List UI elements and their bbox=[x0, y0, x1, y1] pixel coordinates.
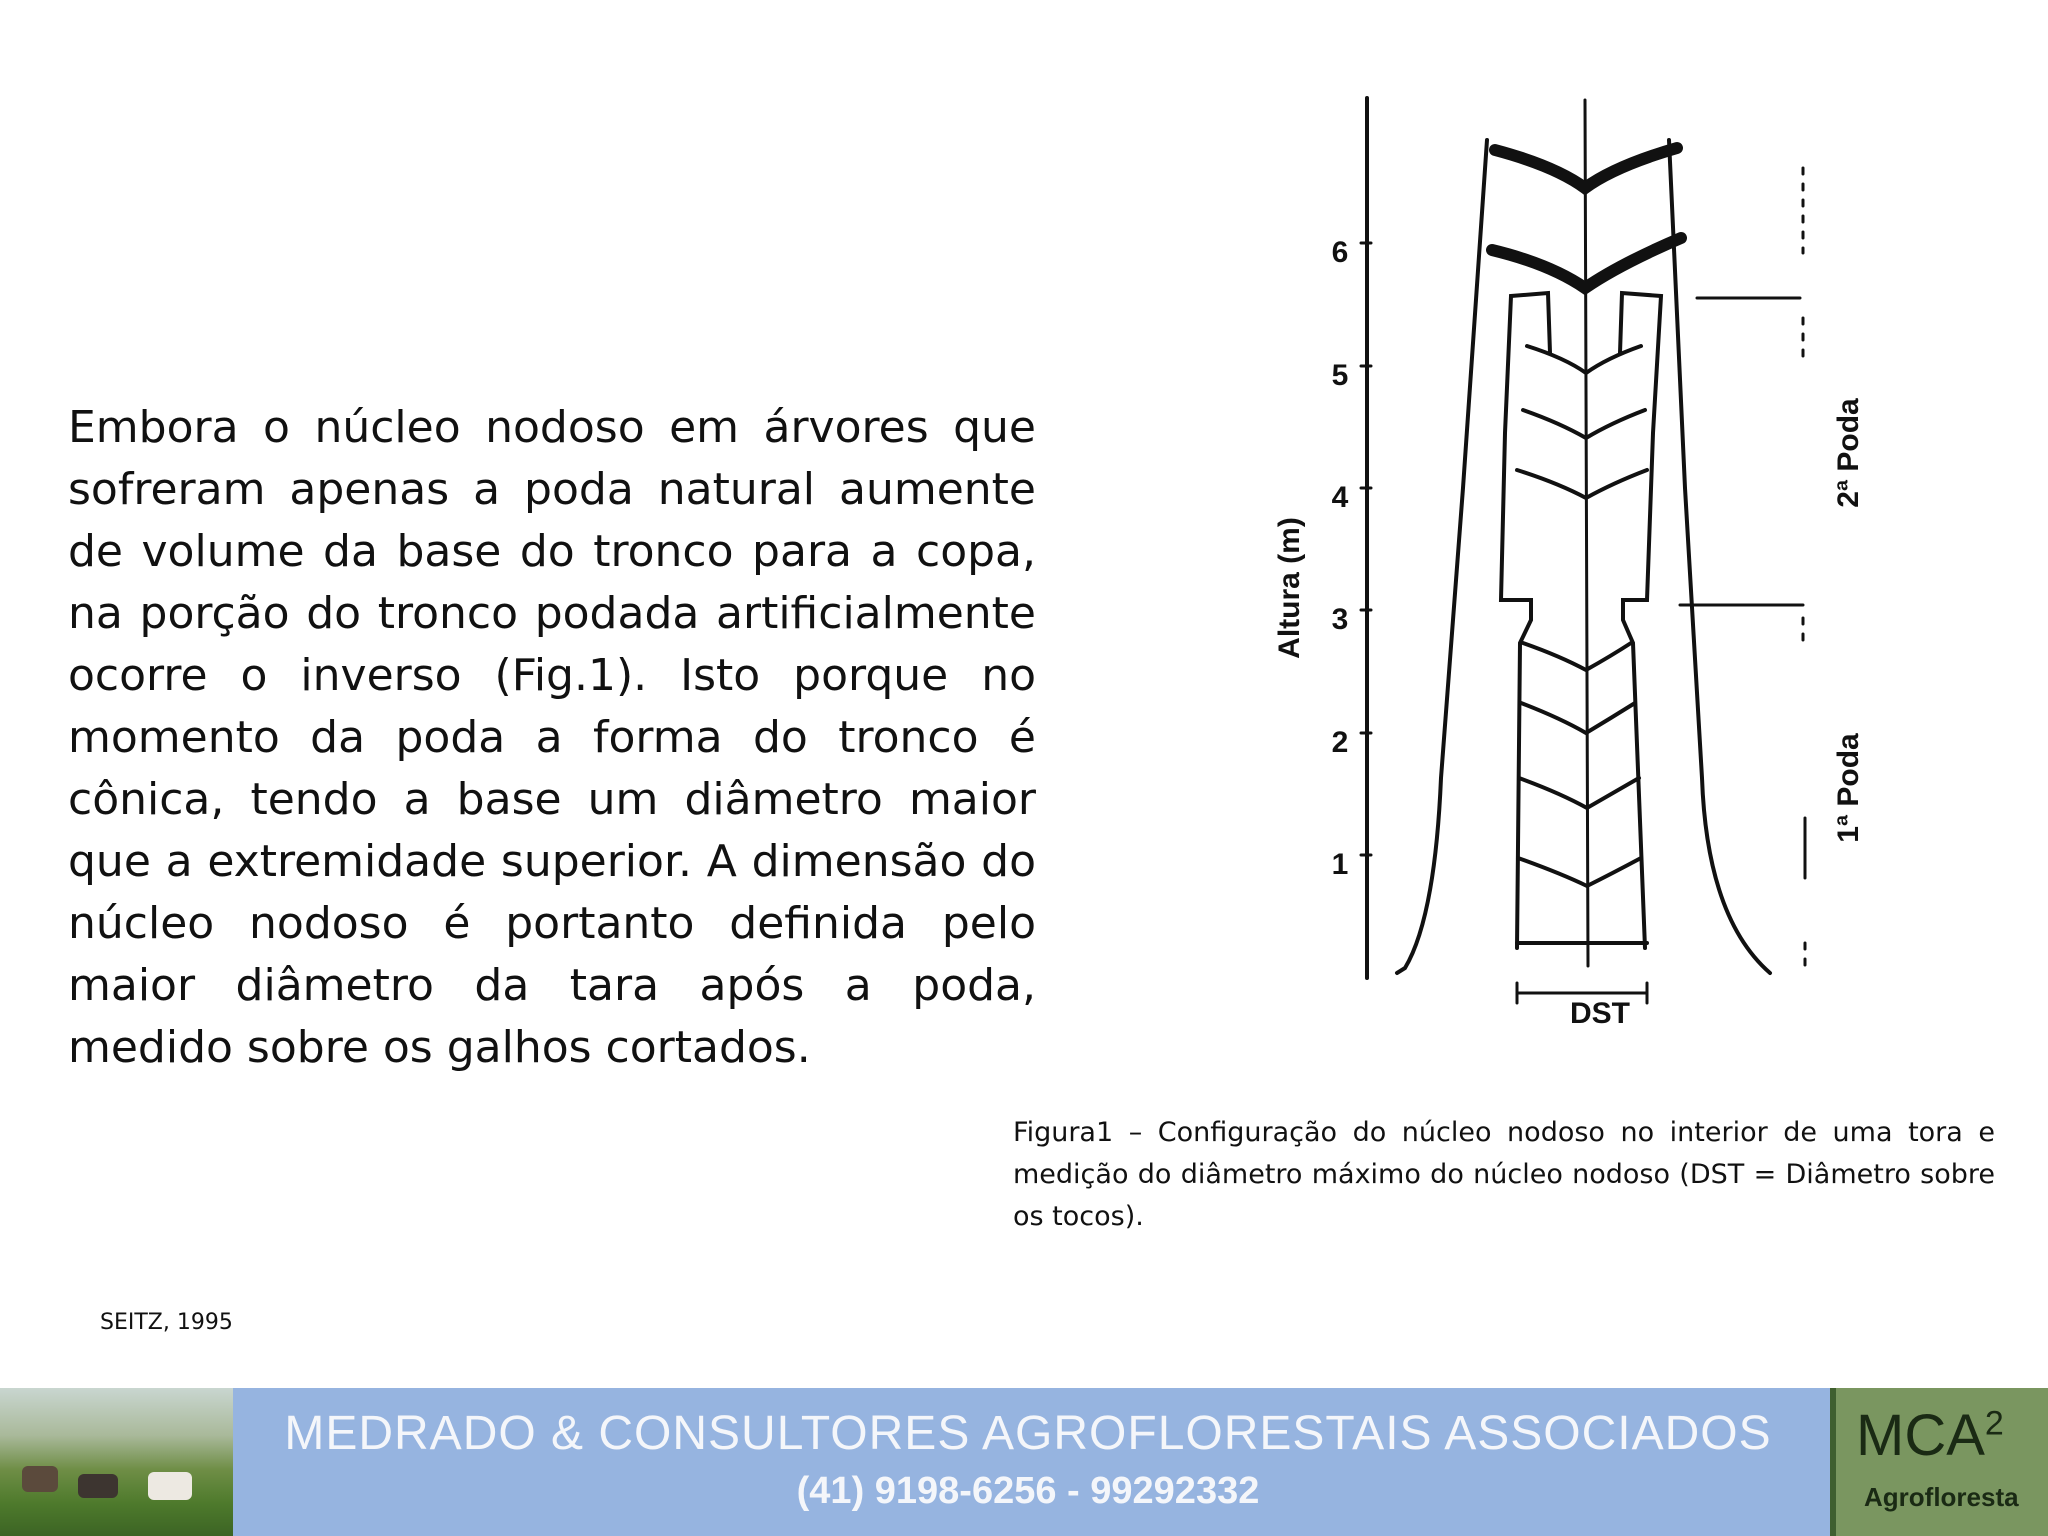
footer-banner bbox=[0, 1388, 2048, 1536]
trunk-outline-right bbox=[1669, 140, 1770, 973]
y-tick-label: 2 bbox=[1331, 726, 1349, 759]
pasture-photo bbox=[0, 1388, 233, 1536]
tree-diagram bbox=[1255, 88, 1875, 1048]
knot-chevron bbox=[1523, 643, 1631, 670]
knot-chevron bbox=[1519, 778, 1639, 808]
knot-chevron bbox=[1517, 470, 1647, 498]
y-tick-label: 6 bbox=[1331, 236, 1349, 269]
company-name: MEDRADO & CONSULTORES AGROFLORESTAIS ASSOCIADOS bbox=[284, 1407, 1772, 1460]
knot-chevron bbox=[1523, 410, 1645, 438]
y-tick-label: 4 bbox=[1331, 481, 1349, 514]
y-tick-label: 1 bbox=[1331, 848, 1349, 881]
pith-center-line bbox=[1585, 100, 1588, 966]
knot-core-second-pruning-right bbox=[1620, 293, 1661, 948]
cow-image bbox=[22, 1466, 58, 1492]
mca-logo bbox=[1830, 1388, 2048, 1536]
cow-image bbox=[78, 1474, 118, 1498]
y-tick-label: 5 bbox=[1331, 359, 1349, 392]
dst-label: DST bbox=[1570, 997, 1630, 1030]
logo-main-text: MCA bbox=[1856, 1403, 1985, 1468]
first-pruning-label: 1ª Poda bbox=[1832, 733, 1865, 843]
source-citation: SEITZ, 1995 bbox=[100, 1310, 233, 1335]
knot-core-second-pruning bbox=[1501, 293, 1550, 948]
trunk-outline-left bbox=[1397, 140, 1487, 973]
logo-subtitle: Agrofloresta bbox=[1864, 1482, 2019, 1512]
second-pruning-label: 2ª Poda bbox=[1832, 398, 1865, 508]
company-phone: (41) 9198-6256 - 99292332 bbox=[796, 1470, 1260, 1512]
y-axis-label: Altura (m) bbox=[1273, 517, 1306, 659]
knot-chevron bbox=[1518, 858, 1641, 886]
logo-superscript: 2 bbox=[1984, 1404, 2004, 1443]
y-tick-label: 3 bbox=[1331, 603, 1349, 636]
cow-image bbox=[148, 1472, 192, 1500]
body-paragraph: Embora o núcleo nodoso em árvores que sofreram apenas a poda natural aumente de volume da base do tronco para a copa, na porção do tronco podada artificialmente ocorre o inverso (Fig.1). Isto porque no momento da poda a forma do tronco é cônica, tendo a base um diâmetro maior que a extremidade superior. A dimensão do núcleo nodoso é portanto definida pelo maior diâmetro da tara após a poda, medido sobre os galhos cortados. bbox=[68, 402, 1036, 1073]
figure-caption: Figura1 – Configuração do núcleo nodoso no interior de uma tora e medição do diâmetro máximo do núcleo nodoso (DST = Diâmetro sobre os tocos). bbox=[1013, 1117, 1995, 1232]
logo-text bbox=[1856, 1402, 2004, 1469]
knot-chevron bbox=[1527, 346, 1641, 373]
figure-tree-knot-core bbox=[1255, 88, 1875, 1048]
knot-chevron bbox=[1521, 703, 1635, 733]
